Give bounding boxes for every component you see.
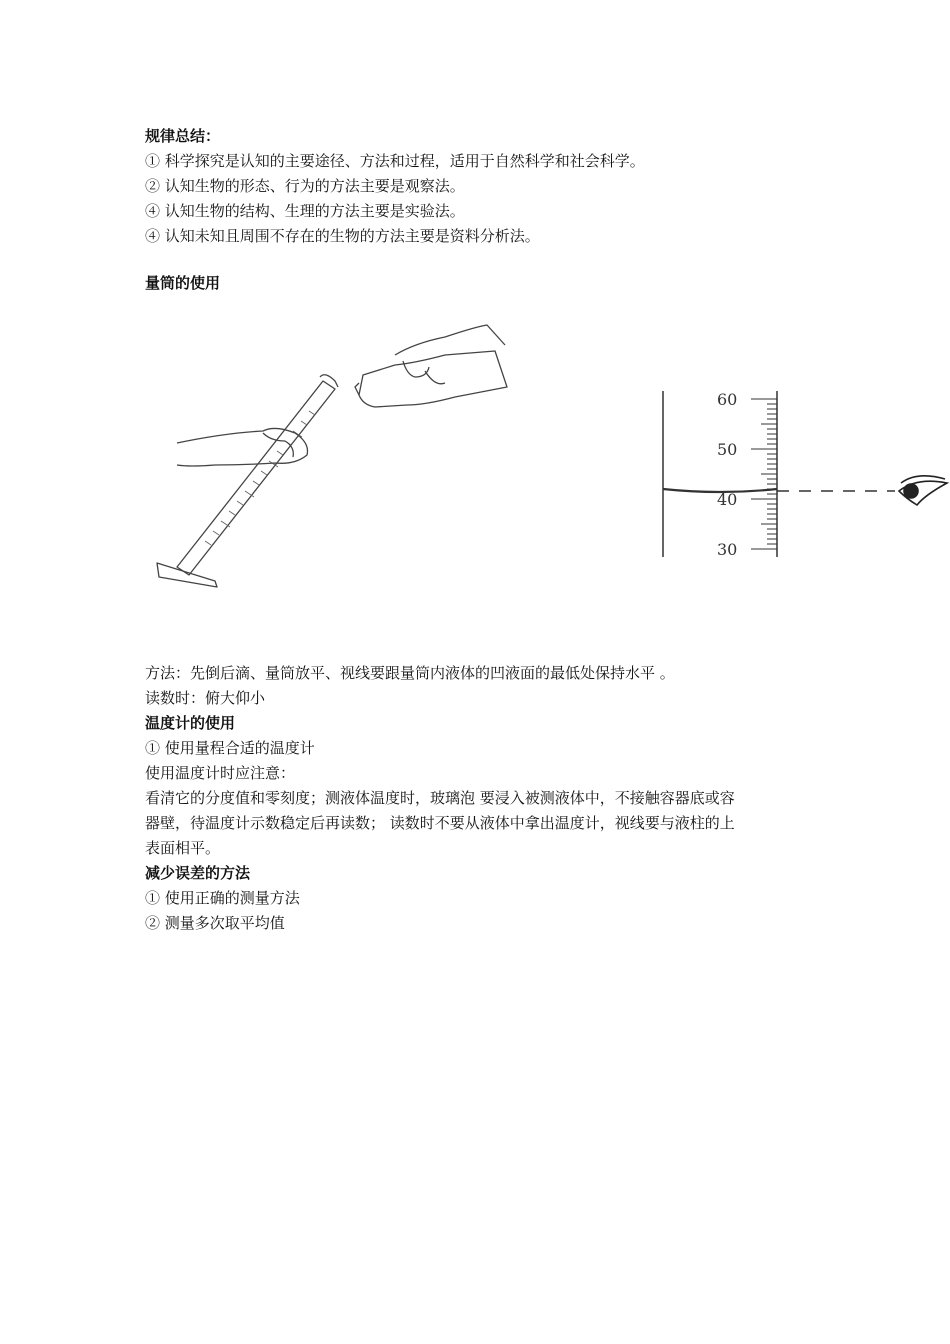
thermometer-item-1: ① 使用量程合适的温度计 <box>145 739 315 757</box>
thermometer-note-heading: 使用温度计时应注意： <box>145 764 296 782</box>
scale-reading-svg <box>655 385 950 565</box>
pouring-illustration-svg <box>145 315 515 595</box>
error-heading: 减少误差的方法 <box>145 864 251 882</box>
cylinder-heading: 量筒的使用 <box>145 274 221 292</box>
summary-item-4: ④ 认知未知且周围不存在的生物的方法主要是资料分析法。 <box>145 227 540 245</box>
error-item-2: ② 测量多次取平均值 <box>145 914 285 932</box>
cylinder-reading: 读数时：俯大仰小 <box>145 689 266 707</box>
eye-icon <box>899 476 947 505</box>
summary-item-3: ④ 认知生物的结构、生理的方法主要是实验法。 <box>145 202 465 220</box>
thermometer-para-line-3: 表面相平。 <box>145 839 221 857</box>
scale-label-60: 60 <box>717 390 738 409</box>
pouring-illustration <box>145 315 515 595</box>
cylinder-method: 方法：先倒后滴、量筒放平、视线要跟量筒内液体的凹液面的最低处保持水平 。 <box>145 664 675 682</box>
scale-reading-illustration <box>655 385 950 565</box>
summary-heading: 规律总结： <box>145 127 221 145</box>
thermometer-para-line-1: 看清它的分度值和零刻度；测液体温度时，玻璃泡 要浸入被测液体中，不接触容器底或容 <box>145 789 735 807</box>
scale-label-50: 50 <box>717 440 738 459</box>
thermometer-heading: 温度计的使用 <box>145 714 236 732</box>
scale-label-30: 30 <box>717 540 738 559</box>
thermometer-para-line-2: 器壁，待温度计示数稳定后再读数； 读数时不要从液体中拿出温度计，视线要与液柱的上 <box>145 814 735 832</box>
summary-item-2: ② 认知生物的形态、行为的方法主要是观察法。 <box>145 177 465 195</box>
summary-item-1: ① 科学探究是认知的主要途径、方法和过程，适用于自然科学和社会科学。 <box>145 152 645 170</box>
scale-label-40: 40 <box>717 490 738 509</box>
error-item-1: ① 使用正确的测量方法 <box>145 889 300 907</box>
